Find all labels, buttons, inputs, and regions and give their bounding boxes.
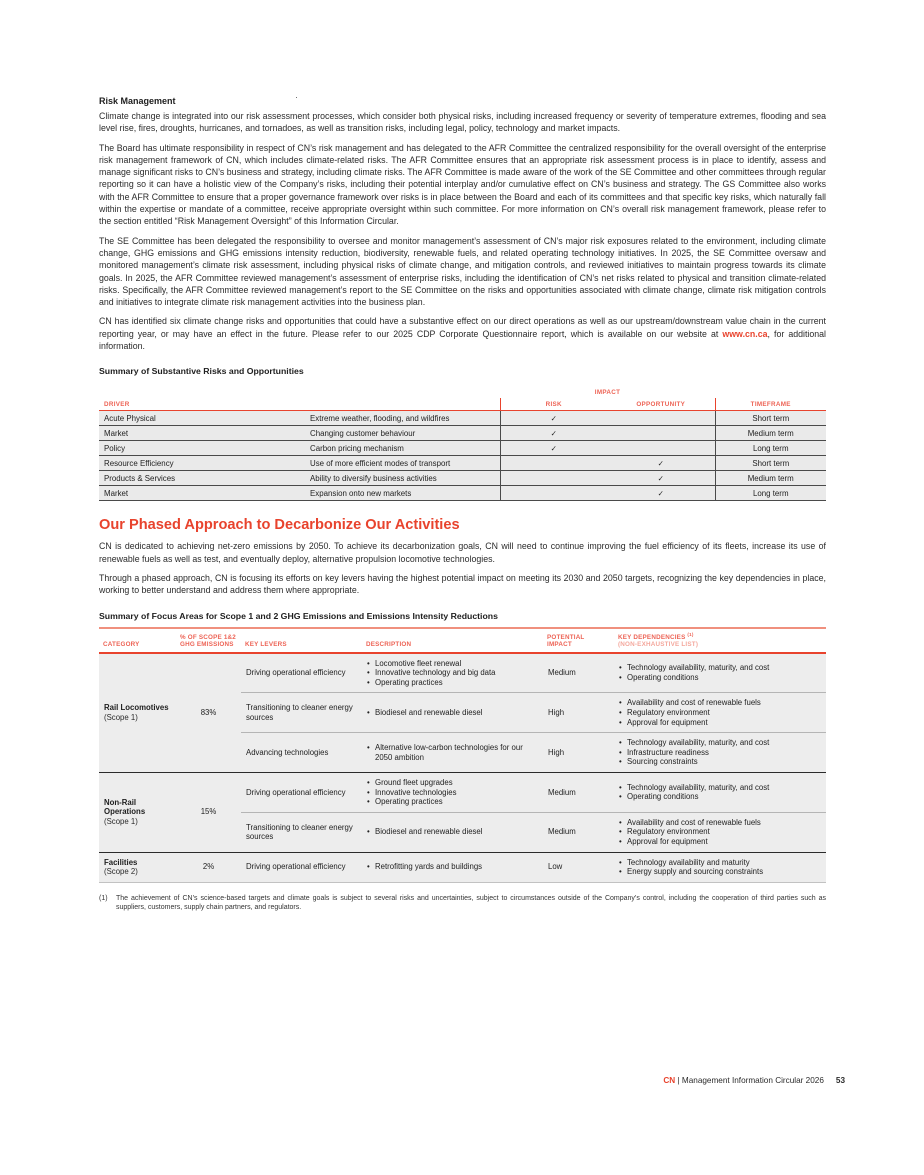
risk-check-cell <box>500 486 607 501</box>
column-header-opportunity: OPPORTUNITY <box>607 398 715 411</box>
column-header-ghg-pct: % OF SCOPE 1&2 GHG EMISSIONS <box>176 628 241 653</box>
dependencies-cell: • Technology availability and maturity • Energy supply and sourcing constraints <box>614 852 826 882</box>
timeframe-cell: Long term <box>715 441 826 456</box>
key-lever-cell: Transitioning to cleaner energy sources <box>241 693 362 733</box>
body-paragraph: The Board has ultimate responsibility in respect of CN’s risk management and has delegated to the AFR Committee the centralized responsibility for the overall oversight of the enterprise risk management framework of CN, which includes climate-related risks. The AFR Committee ensures that an appropriate risk assessment process is in place to identify, assess and manage significant risks to CN’s business and strategy, including climate risks. The AFR Committee is made aware of the work of the SE Committee and other committees through regular reporting so it can have a holistic view of the Company’s risks, including their potential interplay and/or cumulative effect on CN’s business and strategy. The GS Committee also works with the AFR Committee to ensure that a proper governance framework over risks is in place between the Board and each of its committees and that specific key risks, which naturally fall within the expertise or mandate of a committee, receive appropriate oversight within such committee. For more information on CN’s overall risk management framework, please refer to the section entitled “Risk Management Oversight” of this Information Circular. <box>99 142 826 227</box>
body-paragraph: Climate change is integrated into our risk assessment processes, which consider both physical risks, including increased frequency or severity of temperature extremes, flooding and sea level rise, fires, droughts, hurricanes, and tornadoes, as well as transition risks, including legal, policy, technology and market impacts. <box>99 111 826 134</box>
column-header-key-dependencies: KEY DEPENDENCIES $^{(1)}$ (NON-EXHAUSTIVE LIST) <box>614 628 826 653</box>
table-row <box>99 441 826 456</box>
risk-check-cell: ✓ <box>500 441 607 456</box>
table-row <box>99 471 826 486</box>
table-row <box>99 486 826 501</box>
description-cell: Use of more efficient modes of transport <box>305 456 500 471</box>
description-cell: • Biodiesel and renewable diesel <box>362 693 543 733</box>
driver-cell: Policy <box>99 441 305 456</box>
stray-dot: · <box>295 92 298 102</box>
opportunity-check-cell <box>607 411 715 426</box>
table-row <box>99 653 826 693</box>
body-paragraph: CN is dedicated to achieving net-zero emissions by 2050. To achieve its decarbonization goals, CN will need to continue improving the fuel efficiency of its fleets, increase its use of renewable fuels as well as test, and eventually deploy, alternative propulsion locomotive technologies. <box>99 541 826 564</box>
table-header-row <box>99 628 826 653</box>
risk-management-heading: Risk Management <box>99 96 176 106</box>
opportunity-check-cell: ✓ <box>607 486 715 501</box>
column-header-driver: DRIVER <box>99 398 500 411</box>
footnote-marker: (1) <box>99 894 108 902</box>
impact-cell: Medium <box>543 653 614 693</box>
key-lever-cell: Driving operational efficiency <box>241 772 362 812</box>
description-cell: • Alternative low-carbon technologies for our 2050 ambition <box>362 733 543 773</box>
impact-cell: Medium <box>543 812 614 852</box>
impact-column-group-header: IMPACT <box>594 388 621 396</box>
description-cell: • Retrofitting yards and buildings <box>362 852 543 882</box>
column-header-category: CATEGORY <box>99 628 176 653</box>
table-row <box>99 426 826 441</box>
body-paragraph <box>99 315 826 352</box>
description-cell: • Ground fleet upgrades • Innovative technologies • Operating practices <box>362 772 543 812</box>
opportunity-check-cell: ✓ <box>607 456 715 471</box>
opportunity-check-cell <box>607 426 715 441</box>
driver-cell: Products & Services <box>99 471 305 486</box>
driver-cell: Acute Physical <box>99 411 305 426</box>
page-content <box>99 96 826 913</box>
timeframe-cell: Medium term <box>715 426 826 441</box>
column-header-description: DESCRIPTION <box>362 628 543 653</box>
page-footer <box>663 1076 845 1085</box>
paragraph-text: , for additional information. <box>99 328 826 352</box>
category-cell: Facilities (Scope 2) <box>99 852 176 882</box>
opportunity-check-cell: ✓ <box>607 471 715 486</box>
risk-check-cell <box>500 471 607 486</box>
column-header-risk: RISK <box>500 398 607 411</box>
category-cell: Non-Rail Operations (Scope 1) <box>99 772 176 852</box>
timeframe-cell: Medium term <box>715 471 826 486</box>
risk-check-cell <box>500 456 607 471</box>
description-cell: Changing customer behaviour <box>305 426 500 441</box>
description-cell: Ability to diversify business activities <box>305 471 500 486</box>
column-header-key-levers: KEY LEVERS <box>241 628 362 653</box>
column-header-timeframe: TIMEFRAME <box>715 398 826 411</box>
description-cell: Expansion onto new markets <box>305 486 500 501</box>
impact-cell: Low <box>543 852 614 882</box>
table-row <box>99 456 826 471</box>
key-lever-cell: Driving operational efficiency <box>241 852 362 882</box>
description-cell: • Locomotive fleet renewal • Innovative technology and big data • Operating practices <box>362 653 543 693</box>
timeframe-cell: Short term <box>715 456 826 471</box>
description-cell: • Biodiesel and renewable diesel <box>362 812 543 852</box>
dependencies-cell: • Technology availability, maturity, and cost • Operating conditions <box>614 653 826 693</box>
table-row <box>99 772 826 812</box>
risk-check-cell: ✓ <box>500 411 607 426</box>
ghg-pct-cell: 2% <box>176 852 241 882</box>
footer-title: | Management Information Circular 2026 <box>675 1076 824 1085</box>
footnote <box>99 894 826 913</box>
footnote-text: The achievement of CN’s science-based targets and climate goals is subject to several risks and uncertainties, subject to circumstances outside of the Company’s control, including the cooperation of third parties such as suppliers, customers, supply chain partners, and regulators. <box>116 894 826 912</box>
footer-brand: CN <box>663 1076 676 1085</box>
description-cell: Carbon pricing mechanism <box>305 441 500 456</box>
table-row <box>99 852 826 882</box>
substantive-risks-heading: Summary of Substantive Risks and Opportunities <box>99 366 304 377</box>
substantive-risks-table <box>99 386 826 501</box>
timeframe-cell: Short term <box>715 411 826 426</box>
table-header-row <box>99 398 826 411</box>
focus-areas-table <box>99 627 826 883</box>
phased-approach-heading: Our Phased Approach to Decarbonize Our Activities <box>99 517 460 534</box>
ghg-pct-cell: 15% <box>176 772 241 852</box>
impact-cell: High <box>543 693 614 733</box>
impact-cell: High <box>543 733 614 773</box>
opportunity-check-cell <box>607 441 715 456</box>
table-header-row <box>99 386 826 398</box>
focus-areas-heading: Summary of Focus Areas for Scope 1 and 2 GHG Emissions and Emissions Intensity Reductions <box>99 610 498 621</box>
description-cell: Extreme weather, flooding, and wildfires <box>305 411 500 426</box>
category-cell: Rail Locomotives (Scope 1) <box>99 653 176 773</box>
body-paragraph: Through a phased approach, CN is focusing its efforts on key levers having the highest potential impact on meeting its 2030 and 2050 targets, recognizing the key dependencies in place, working to better understand and address them where appropriate. <box>99 572 826 596</box>
column-header-potential-impact: POTENTIAL IMPACT <box>543 628 614 653</box>
driver-cell: Market <box>99 426 305 441</box>
dependencies-cell: • Availability and cost of renewable fuels • Regulatory environment • Approval for equipment <box>614 693 826 733</box>
key-lever-cell: Transitioning to cleaner energy sources <box>241 812 362 852</box>
risk-check-cell: ✓ <box>500 426 607 441</box>
key-lever-cell: Advancing technologies <box>241 733 362 773</box>
body-paragraph: The SE Committee has been delegated the responsibility to oversee and monitor management’s assessment of CN’s major risk exposures related to the environment, including climate change, GHG emissions and GHG emissions intensity reduction, biodiversity, renewable fuels, and related operating technology initiatives. In 2025, the SE Committee oversaw and monitored management’s climate risk assessment, including physical risks of climate change, and mitigation controls, and reviewed initiatives to maintain progress towards its climate goals. In 2025, the AFR Committee reviewed management’s assessment of enterprise risks, including the identification of CN’s net risks related to physical and transition climate-related risks. Specifically, the AFR Committee reviewed management’s report to the SE Committee on the risks and opportunities associated with climate change, climate risk mitigation controls and initiatives to integrate climate risk management activities into the business plan. <box>99 235 826 308</box>
dependencies-cell: • Availability and cost of renewable fuels • Regulatory environment • Approval for equipment <box>614 812 826 852</box>
cn-website-link[interactable]: www.cn.ca <box>722 328 768 339</box>
dependencies-cell: • Technology availability, maturity, and cost • Operating conditions <box>614 772 826 812</box>
ghg-pct-cell: 83% <box>176 653 241 773</box>
driver-cell: Resource Efficiency <box>99 456 305 471</box>
table-row <box>99 411 826 426</box>
impact-cell: Medium <box>543 772 614 812</box>
footer-page-number: 53 <box>835 1076 845 1085</box>
key-lever-cell: Driving operational efficiency <box>241 653 362 693</box>
paragraph-text: CN has identified six climate change risks and opportunities that could have a substantive effect on our direct operations as well as our upstream/downstream value chain in the current reporting year, or may have an effect in the future. Please refer to our 2025 CDP Corporate Questionnaire report, which is available on our website at <box>99 316 826 339</box>
timeframe-cell: Long term <box>715 486 826 501</box>
driver-cell: Market <box>99 486 305 501</box>
dependencies-cell: • Technology availability, maturity, and cost • Infrastructure readiness • Sourcing constraints <box>614 733 826 773</box>
